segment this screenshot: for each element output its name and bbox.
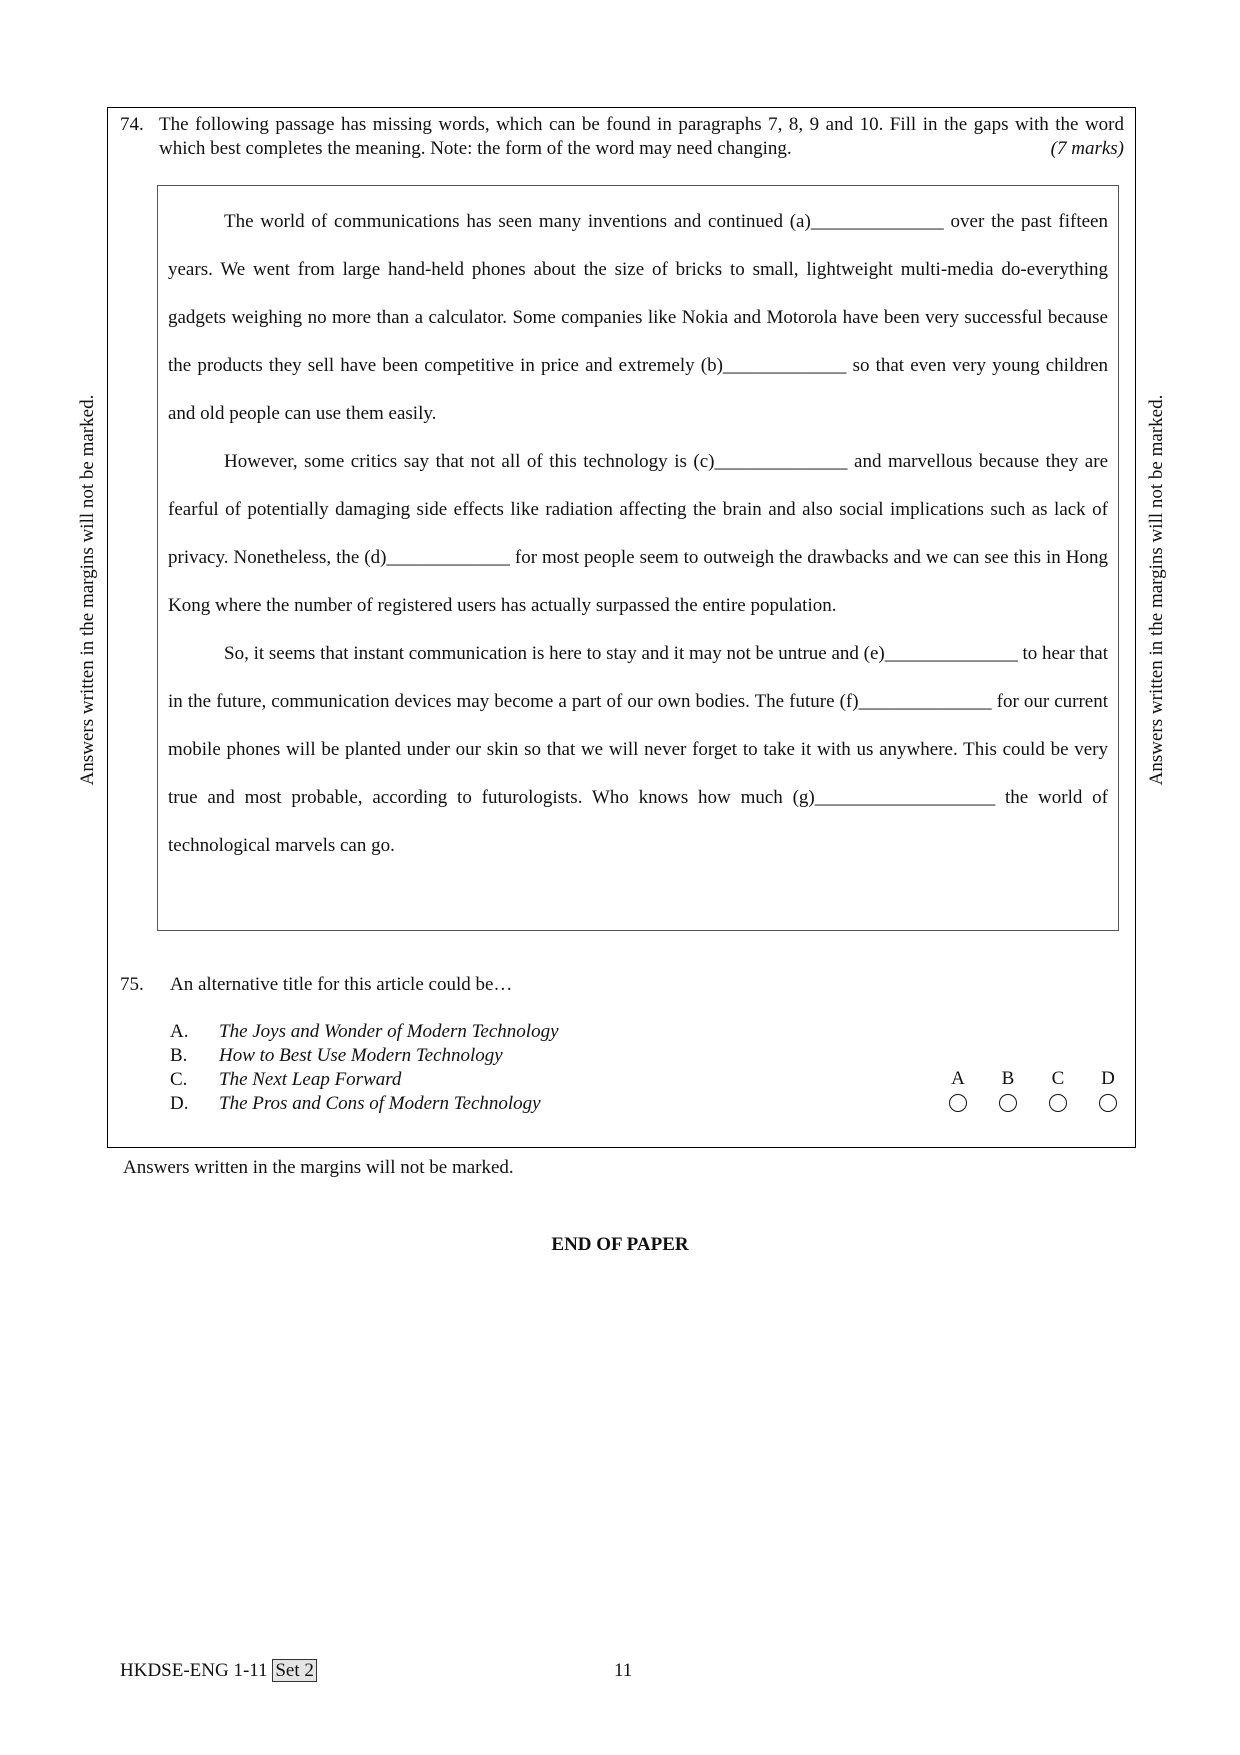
passage-paragraph-2: However, some critics say that not all of this technology is (c)______________ and marvellous because they are fearful of potentially damaging side effects like radiation affecting the brain and also social implications such as lack of privacy. Nonetheless, the (d)_____________ for most people seem to outweigh the drawbacks and we can see this in Hong Kong where the number of registered users has actually surpassed the entire population. (168, 451, 1108, 616)
option-a-letter: A. (170, 1021, 189, 1042)
passage-paragraph-1: The world of communications has seen many inventions and continued (a)______________ over the past fifteen years. We went from large hand-held phones about the size of bricks to small, lightweight multi-media do-everything gadgets weighing no more than a calculator. Some companies like Nokia and Motorola have been very successful because the products they sell have been competitive in price and extremely (b)_____________ so that even very young children and old people can use them easily. (168, 211, 1108, 424)
set-label: Set 2 (272, 1659, 317, 1682)
answer-b-label: B (1001, 1068, 1015, 1089)
option-c-letter: C. (170, 1069, 188, 1090)
option-d-letter: D. (170, 1093, 189, 1114)
answer-c-bubble[interactable] (1049, 1094, 1067, 1112)
q74-marks: (7 marks) (1050, 138, 1124, 159)
question-box (107, 107, 1136, 1148)
q74-header (120, 113, 1124, 161)
q75-options (170, 1020, 559, 1116)
answer-a-label: A (951, 1068, 965, 1089)
q74-instruction: The following passage has missing words, which can be found in paragraphs 7, 8, 9 and 10. Fill in the gaps with the word which best completes the meaning. Note: the form of the word may need changing. (159, 114, 1124, 159)
option-c (170, 1068, 559, 1092)
answer-grid (943, 1068, 1113, 1118)
passage-box (157, 185, 1119, 931)
answer-d-bubble[interactable] (1099, 1094, 1117, 1112)
answer-c-label: C (1051, 1068, 1065, 1089)
page-number: 11 (614, 1660, 633, 1681)
answer-a (943, 1068, 973, 1112)
option-c-text: The Next Leap Forward (219, 1069, 402, 1090)
answer-b-bubble[interactable] (999, 1094, 1017, 1112)
passage-paragraph-3: So, it seems that instant communication is here to stay and it may not be untrue and (e)______________ to hear that in the future, communication devices may become a part of our own bodies. The future (f)______________ for our current mobile phones will be planted under our skin so that we will never forget to take it with us anywhere. This could be very true and most probable, according to futurologists. Who knows how much (g)___________________ the world of technological marvels can go. (168, 643, 1108, 856)
left-margin-note: Answers written in the margins will not be marked. (77, 394, 98, 786)
answer-c (1043, 1068, 1073, 1112)
answer-a-bubble[interactable] (949, 1094, 967, 1112)
below-box-note: Answers written in the margins will not be marked. (123, 1157, 514, 1178)
option-b-text: How to Best Use Modern Technology (219, 1045, 503, 1066)
option-b (170, 1044, 559, 1068)
right-margin-note: Answers written in the margins will not be marked. (1146, 394, 1167, 786)
option-d-text: The Pros and Cons of Modern Technology (219, 1093, 541, 1114)
q75-number: 75. (120, 974, 144, 995)
q75-stem: An alternative title for this article could be… (170, 974, 513, 995)
answer-d-label: D (1101, 1068, 1115, 1089)
q74-number: 74. (120, 114, 144, 135)
footer-code (120, 1660, 317, 1682)
option-d (170, 1092, 559, 1116)
end-of-paper: END OF PAPER (551, 1234, 689, 1255)
answer-b (993, 1068, 1023, 1112)
paper-code: HKDSE-ENG 1-11 (120, 1660, 268, 1681)
option-a (170, 1020, 559, 1044)
answer-d (1093, 1068, 1123, 1112)
option-a-text: The Joys and Wonder of Modern Technology (219, 1021, 559, 1042)
option-b-letter: B. (170, 1045, 188, 1066)
